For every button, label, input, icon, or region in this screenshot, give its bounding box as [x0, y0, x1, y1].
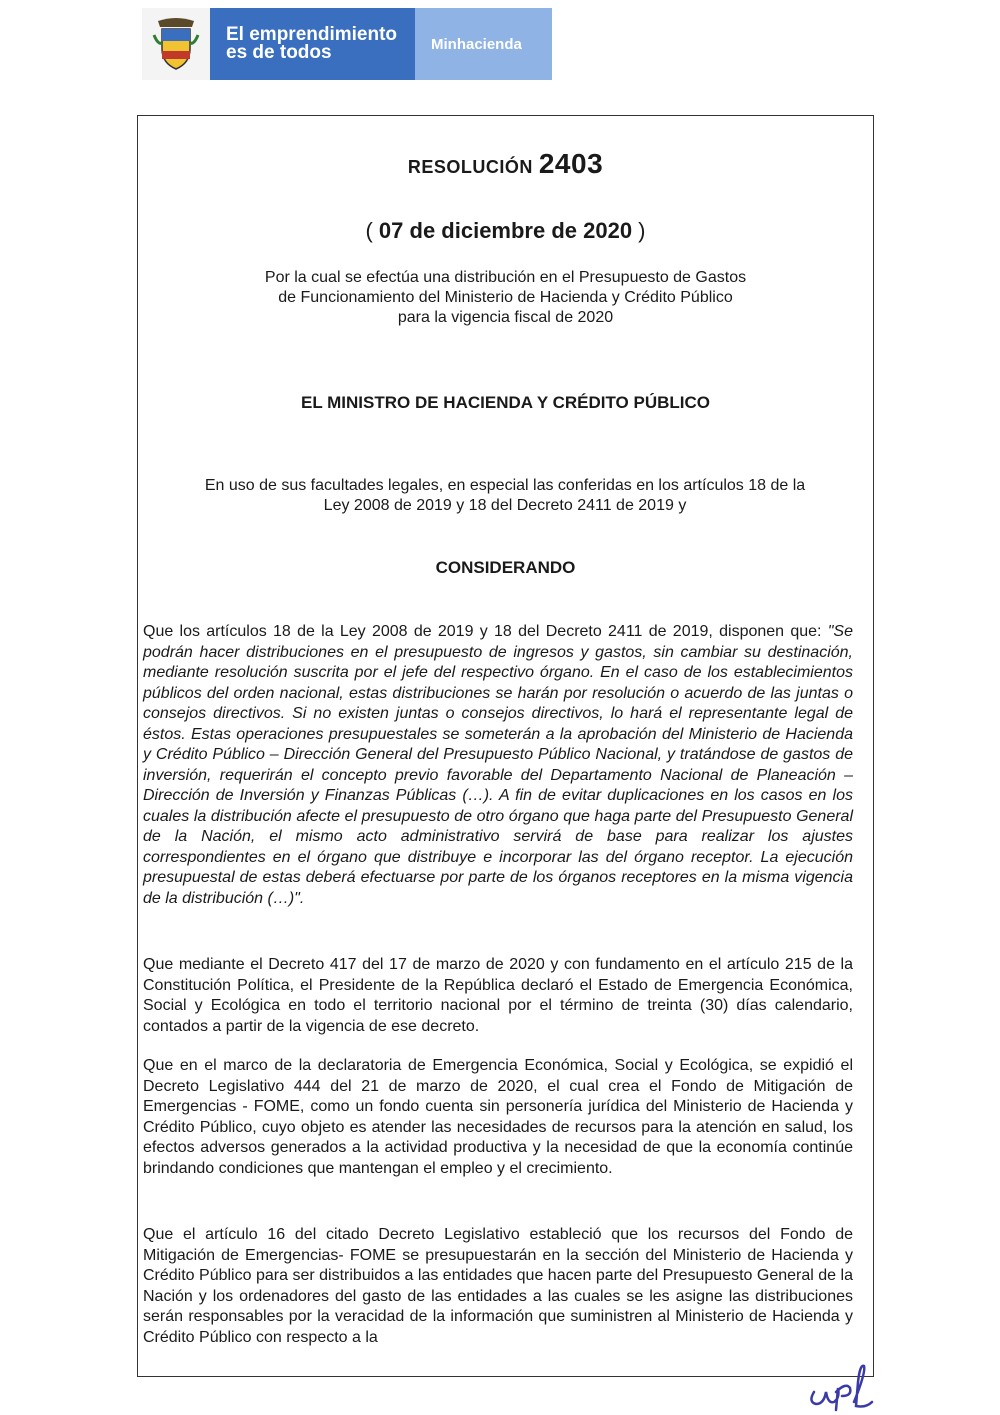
- slogan: [210, 8, 415, 80]
- paragraph-1-quote: "Se podrán hacer distribuciones en el presupuesto de ingresos y gastos, sin cambiar su destinación, mediante resolución suscrita por el jefe del respectivo órgano. En el caso de los establecimientos públicos del orden nacional, estas distribuciones se harán por resolución o acuerdo de las juntas o consejos directivos. Si no existen juntas o consejos directivos, lo hará el representante legal de éstos. Estas operaciones presupuestales se someterán a la aprobación del Ministerio de Hacienda y Crédito Público – Dirección General del Presupuesto Público Nacional, y tratándose de gastos de inversión, requerirán el concepto previo favorable del Departamento Nacional de Planeación – Dirección de Inversión y Finanzas Públicas (…). A fin de evitar duplicaciones en los casos en los cuales la distribución afecte el presupuesto de otro órgano que haga parte del Presupuesto General de la Nación, el mismo acto administrativo servirá de base para realizar los ajustes correspondientes en el órgano que distribuye e incorporar las del órgano receptor. La ejecución presupuestal de estas deberá efectuarse por parte de los órganos receptores en la misma vigencia de la distribución (…)".: [143, 623, 853, 907]
- resolution-title: [137, 148, 874, 180]
- subject-line-3: para la vigencia fiscal de 2020: [397, 309, 614, 326]
- legal-powers: [150, 476, 860, 516]
- issuer-heading: EL MINISTRO DE HACIENDA Y CRÉDITO PÚBLICO: [301, 393, 710, 412]
- subject-line-2: de Funcionamiento del Ministerio de Hacienda y Crédito Público: [278, 289, 733, 306]
- paragraph-1: [143, 622, 853, 909]
- slogan-line-1: El emprendimiento: [226, 24, 398, 45]
- resolution-number: 2403: [538, 148, 604, 179]
- coat-of-arms-icon: [152, 15, 200, 73]
- paragraph-1-intro: Que los artículos 18 de la Ley 2008 de 2019 y 18 del Decreto 2411 de 2019, disponen que:: [143, 623, 828, 640]
- ministry-name: Minhacienda: [415, 8, 552, 80]
- handwritten-initials: [806, 1362, 876, 1412]
- resolution-label: RESOLUCIÓN: [407, 157, 533, 177]
- facultades-line-2: Ley 2008 de 2019 y 18 del Decreto 2411 de 2019 y: [323, 497, 687, 514]
- coat-of-arms-logo: [142, 8, 210, 80]
- resolution-date-text: 07 de diciembre de 2020: [378, 218, 633, 243]
- resolution-subject: [137, 268, 874, 328]
- slogan-line-2: es de todos: [226, 42, 332, 63]
- subject-line-1: Por la cual se efectúa una distribución en el Presupuesto de Gastos: [264, 269, 747, 286]
- paragraph-3: Que en el marco de la declaratoria de Emergencia Económica, Social y Ecológica, se expidió el Decreto Legislativo 444 del 21 de marzo de 2020, el cual crea el Fondo de Mitigación de Emergencias - FOME, como un fondo cuenta sin personería jurídica del Ministerio de Hacienda y Crédito Público, cuyo objeto es atender las necesidades de recursos para la atención en salud, los efectos adversos generados a la actividad productiva y la necesidad de que la economía continúe brindando condiciones que mantengan el empleo y el crecimiento.: [143, 1057, 853, 1177]
- paragraph-2: Que mediante el Decreto 417 del 17 de marzo de 2020 y con fundamento en el artículo 215 de la Constitución Política, el Presidente de la República declaró el Estado de Emergencia Económica, Social y Ecológica en todo el territorio nacional por el término de treinta (30) días calendario, contados a partir de la vigencia de ese decreto.: [143, 956, 853, 1035]
- resolution-date: ( 07 de diciembre de 2020 ): [365, 218, 646, 243]
- paragraph-4: Que el artículo 16 del citado Decreto Legislativo estableció que los recursos del Fondo de Mitigación de Emergencias- FOME se presupuestarán en la sección del Ministerio de Hacienda y Crédito Público para ser distribuidos a las entidades que hacen parte del Presupuesto General de la Nación y los ordenadores del gasto de las entidades a las cuales se les asigne las distribuciones serán responsables por la veracidad de la información que suministren al Ministerio de Hacienda y Crédito Público con respecto a la: [143, 1226, 853, 1346]
- considerando-heading: CONSIDERANDO: [435, 558, 576, 577]
- facultades-line-1: En uso de sus facultades legales, en especial las conferidas en los artículos 18 de la: [204, 477, 806, 494]
- letterhead: [142, 8, 552, 80]
